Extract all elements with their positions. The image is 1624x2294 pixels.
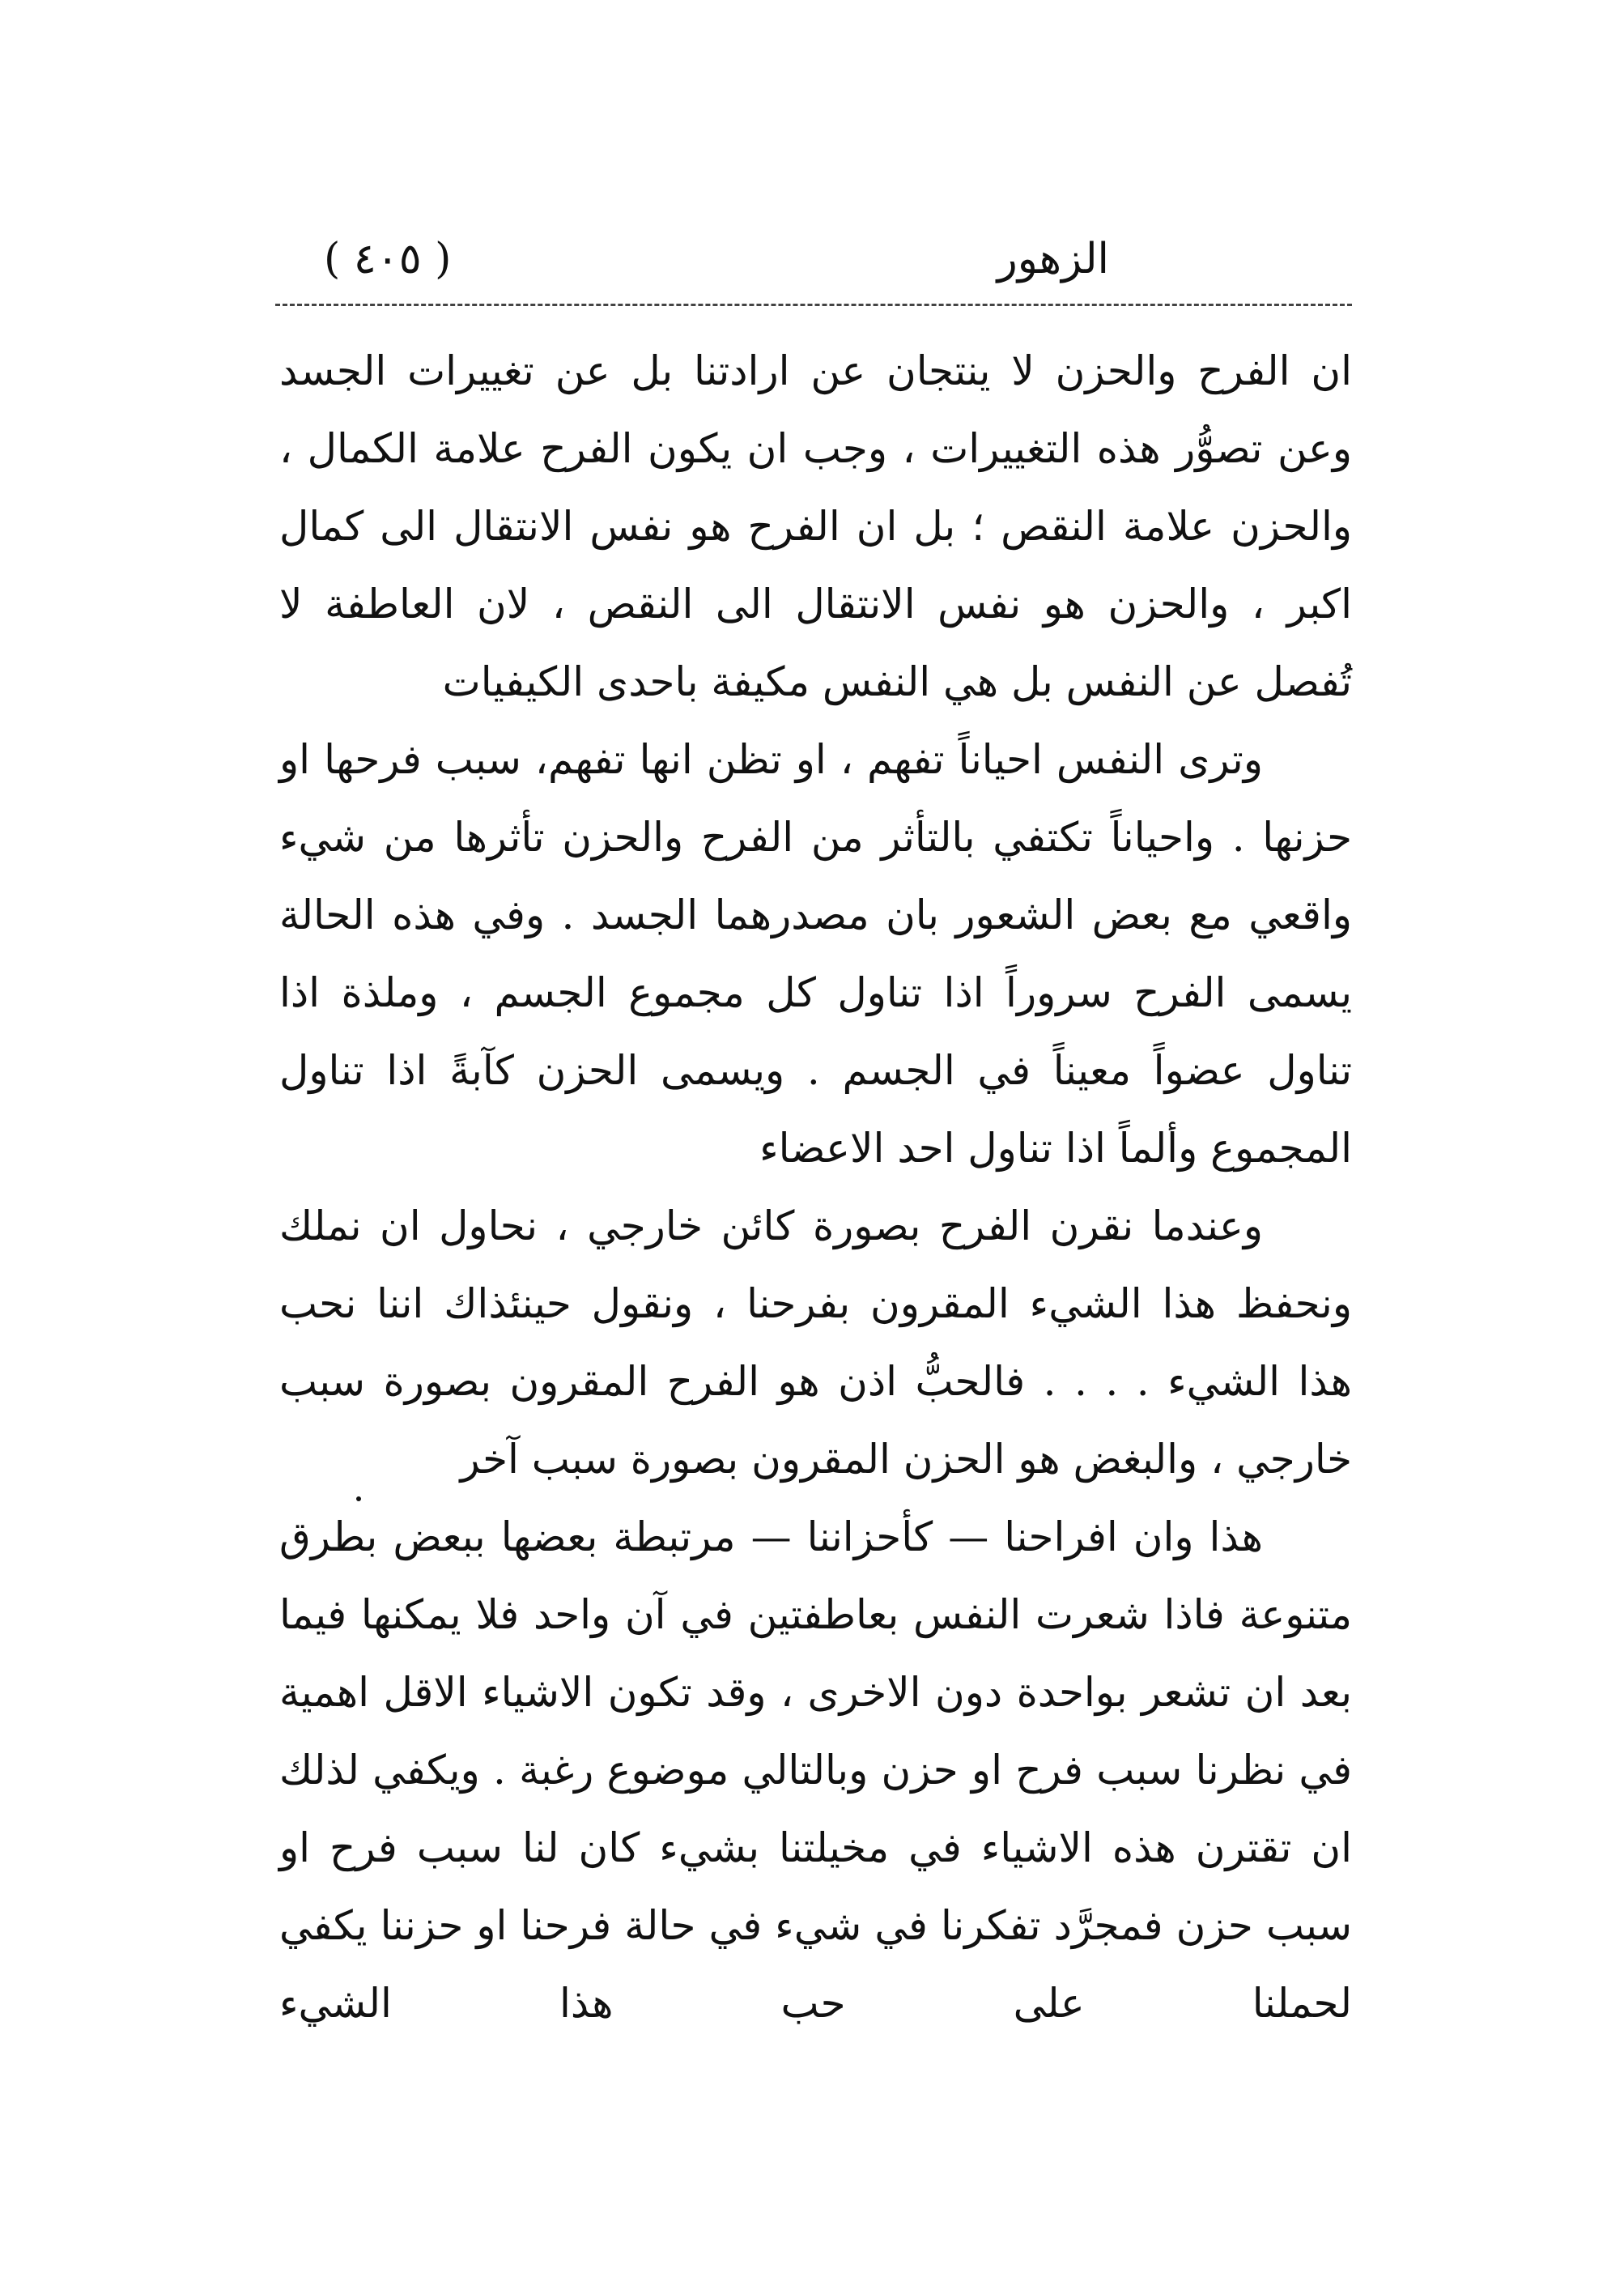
paragraph-4: هذا وان افراحنا — كأحزاننا — مرتبطة بعضها ببعض بطرق متنوعة فاذا شعرت النفس بعاطفتين في آن واحد فلا يمكنها فيما بعد ان تشعر بواحدة دون الاخرى ، وقد تكون الاشياء الاقل اهمية في نظرنا سبب فرح او حزن وبالتالي موضوع رغبة . ويكفي لذلك ان تقترن هذه الاشياء في مخيلتنا بشيء كان لنا سبب فرح او سبب حزن فمجرَّد تفكرنا في شيء في حالة فرحنا او حزننا يكفي لحملنا على حب هذا الشيء — [279, 1513, 1352, 2027]
body-text — [279, 332, 1352, 2042]
running-title: الزهور — [997, 235, 1109, 283]
page-header — [291, 231, 1352, 296]
paragraph-3: وعندما نقرن الفرح بصورة كائن خارجي ، نحاول ان نملك ونحفظ هذا الشيء المقرون بفرحنا ، ونقول حينئذاك اننا نحب هذا الشيء . . . . فالحبُّ اذن هو الفرح المقرون بصورة سبب خارجي ، والبغض هو الحزن المقرون بصورة سبب آخر — [279, 1202, 1352, 1483]
page-number: ( ٤٠٥ ) — [324, 235, 452, 283]
paragraph-1: ان الفرح والحزن لا ينتجان عن ارادتنا بل عن تغييرات الجسد وعن تصوُّر هذه التغييرات ، وجب ان يكون الفرح علامة الكمال ، والحزن علامة النقص ؛ بل ان الفرح هو نفس الانتقال الى كمال اكبر ، والحزن هو نفس الانتقال الى النقص ، لان العاطفة لا تُفصل عن النفس بل هي النفس مكيفة باحدى الكيفيات — [279, 347, 1352, 705]
scan-speck — [356, 1496, 361, 1501]
header-divider — [275, 304, 1352, 306]
paragraph-2: وترى النفس احياناً تفهم ، او تظن انها تفهم، سبب فرحها او حزنها . واحياناً تكتفي بالتأثر من الفرح والحزن تأثرها من شيء واقعي مع بعض الشعور بان مصدرهما الجسد . وفي هذه الحالة يسمى الفرح سروراً اذا تناول كل مجموع الجسم ، وملذة اذا تناول عضواً معيناً في الجسم . ويسمى الحزن كآبةً اذا تناول المجموع وألماً اذا تناول احد الاعضاء — [279, 736, 1352, 1172]
